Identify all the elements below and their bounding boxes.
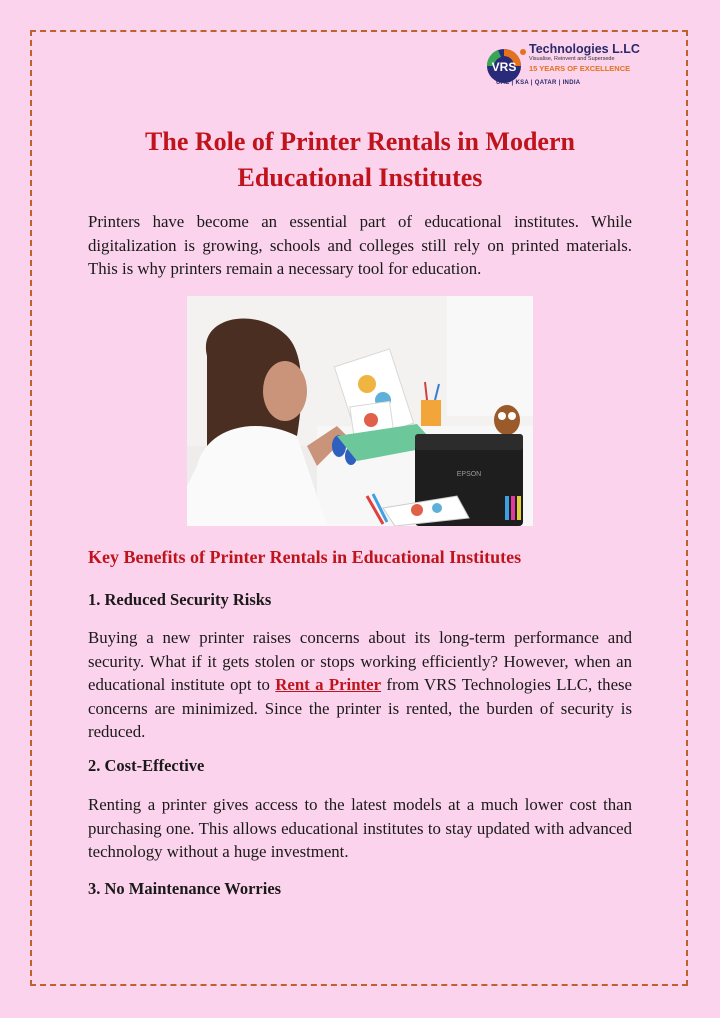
logo-regions: UAE | KSA | QATAR | INDIA [496, 80, 581, 86]
rent-a-printer-link[interactable]: Rent a Printer [275, 675, 382, 694]
benefit-heading-3: 3. No Maintenance Worries [88, 879, 282, 898]
logo-tagline: Visualise, Reinvent and Supersede [529, 56, 615, 62]
printer-brand: EPSON [456, 471, 482, 478]
logo-mark-text: VRS [491, 60, 517, 74]
logo-years: 15 YEARS OF EXCELLENCE [529, 64, 631, 73]
logo-company-name: Technologies L.LC [529, 42, 640, 56]
benefit-1-text-after: from VRS Technologies LLC, these concerns are minimized. Since the printer is rented, the burden of security is reduced. [88, 675, 632, 741]
benefit-heading-1: 1. Reduced Security Risks [88, 590, 272, 609]
page-title: The Role of Printer Rentals in Modern Educational Institutes [145, 127, 575, 192]
hero-illustration [187, 296, 533, 526]
benefit-heading-2: 2. Cost-Effective [88, 756, 205, 775]
benefit-paragraph-2: Renting a printer gives access to the latest models at a much lower cost than purchasing one. This allows educational institutes to stay updated with advanced technology without a huge investment. [88, 795, 632, 861]
hero-image [187, 296, 533, 526]
intro-paragraph: Printers have become an essential part of educational institutes. While digitalization is growing, schools and colleges still rely on printed materials. This is why printers remain a necessary tool for education. [88, 212, 632, 278]
benefit-paragraph-1 [88, 626, 632, 744]
company-logo[interactable] [484, 42, 640, 92]
benefit-1-text-before: Buying a new printer raises concerns about its long-term performance and security. What if it gets stolen or stops working efficiently? However, when an educational institute opt to [88, 628, 632, 694]
section-heading: Key Benefits of Printer Rentals in Educational Institutes [88, 547, 522, 567]
